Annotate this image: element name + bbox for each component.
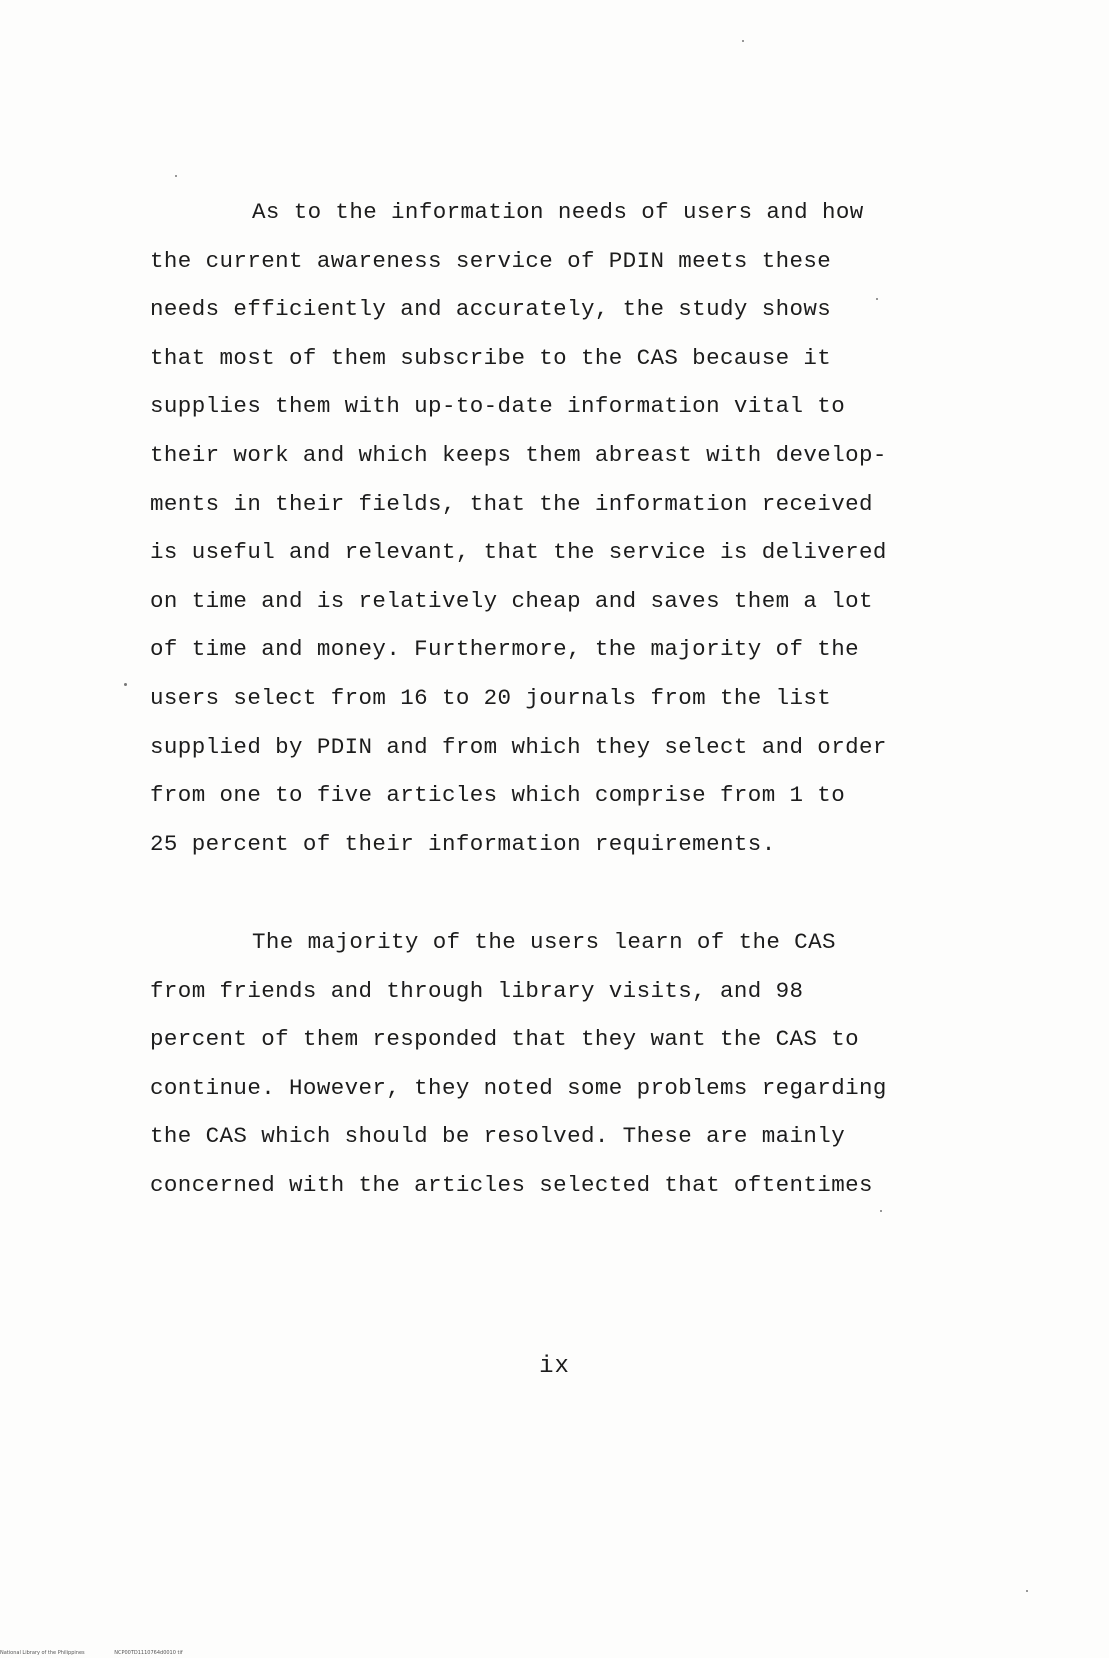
text-line: concerned with the articles selected that oftentimes (150, 1171, 873, 1198)
text-line: on time and is relatively cheap and saves them a lot (150, 587, 873, 614)
paragraph-2 (150, 918, 970, 1210)
text-line: the CAS which should be resolved. These are mainly (150, 1123, 846, 1150)
paragraph-1 (150, 188, 970, 868)
text-line: needs efficiently and accurately, the study shows (150, 296, 832, 323)
text-line: percent of them responded that they want the CAS to (150, 1026, 860, 1053)
scan-speck (124, 683, 127, 686)
scan-speck (1026, 1590, 1028, 1592)
text-line: from one to five articles which comprise from 1 to (150, 782, 846, 809)
text-line: The majority of the users learn of the CAS (252, 929, 836, 955)
footer-library-name: National Library of the Philippines (0, 1650, 85, 1656)
text-line: 25 percent of their information requirements. (150, 830, 776, 857)
text-line: the current awareness service of PDIN meets these (150, 247, 832, 274)
text-line: continue. However, they noted some problems regarding (150, 1074, 887, 1101)
text-line: of time and money. Furthermore, the majority of the (150, 636, 860, 663)
scan-speck (876, 298, 878, 300)
text-line: supplied by PDIN and from which they select and order (150, 733, 887, 760)
text-line: supplies them with up-to-date information vital to (150, 393, 846, 420)
footer-file-id: NCP00TD1110764d0010 tif (114, 1650, 183, 1656)
scan-speck (742, 40, 744, 42)
text-line: users select from 16 to 20 journals from the list (150, 684, 832, 711)
text-line: their work and which keeps them abreast with develop- (150, 441, 887, 468)
text-line: from friends and through library visits, and 98 (150, 977, 804, 1004)
text-line: that most of them subscribe to the CAS because it (150, 344, 832, 371)
scan-footer (0, 1650, 211, 1656)
page-number: ix (539, 1353, 570, 1380)
text-line: is useful and relevant, that the service is delivered (150, 539, 887, 566)
text-line: ments in their fields, that the information received (150, 490, 873, 517)
scan-speck (175, 175, 177, 177)
scan-speck (880, 1210, 882, 1212)
text-line: As to the information needs of users and how (252, 199, 864, 225)
